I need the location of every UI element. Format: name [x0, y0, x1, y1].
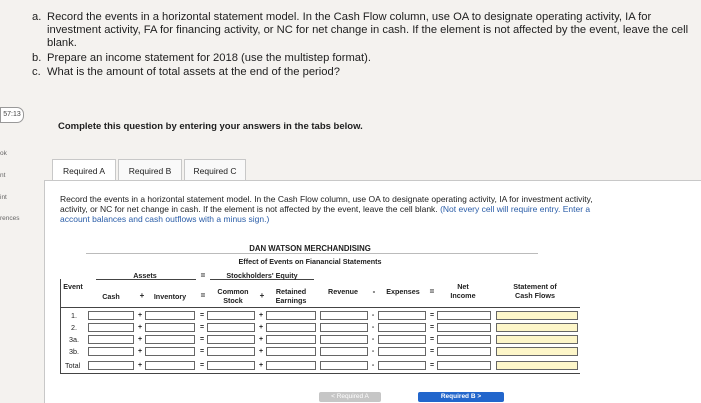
plus-sym: + [258, 312, 264, 319]
table-title: Effect of Events on Fianancial Statements [238, 257, 382, 266]
revenue-cell[interactable] [320, 335, 368, 344]
minus-sym: - [371, 324, 375, 331]
net-income-cell[interactable] [437, 347, 491, 356]
col-inventory: Inventory [153, 292, 187, 301]
tab-required-b[interactable]: Required B [118, 159, 182, 183]
col-cash: Cash [102, 292, 120, 301]
expenses-cell[interactable] [378, 347, 426, 356]
company-name: DAN WATSON MERCHANDISING [249, 244, 371, 253]
row-label: 2. [71, 323, 77, 332]
description-line-1: Record the events in a horizontal statement model. In the Cash Flow column, use OA to designate operating activity, IA for investment activity, [60, 194, 593, 204]
question-a-label: a. [32, 11, 42, 23]
inventory-cell[interactable] [145, 311, 195, 320]
plus-sym: + [137, 324, 143, 331]
row-label: 3b. [69, 347, 79, 356]
common-stock-cell[interactable] [207, 311, 255, 320]
side-link-3[interactable]: int [0, 194, 7, 201]
equals-sym: = [429, 312, 435, 319]
question-c-text: What is the amount of total assets at the end of the period? [47, 66, 340, 78]
net-income-cell[interactable] [437, 335, 491, 344]
col-common-stock-1: Common [217, 287, 249, 296]
retained-earnings-cell[interactable] [266, 311, 316, 320]
equals-op-header: = [200, 271, 206, 280]
table-border-top [60, 307, 580, 308]
total-net-income-cell[interactable] [437, 361, 491, 370]
plus-sym: + [137, 336, 143, 343]
cash-flow-cell[interactable] [496, 335, 578, 344]
retained-earnings-cell[interactable] [266, 323, 316, 332]
common-stock-cell[interactable] [207, 335, 255, 344]
question-a-line-1: Record the events in a horizontal statement model. In the Cash Flow column, use OA to designate operating activity, IA for [47, 11, 652, 23]
row-label: 1. [71, 311, 77, 320]
total-revenue-cell[interactable] [320, 361, 368, 370]
cash-cell[interactable] [88, 347, 134, 356]
tab-required-c[interactable]: Required C [184, 159, 246, 183]
assets-header: Assets [133, 271, 157, 280]
expenses-cell[interactable] [378, 311, 426, 320]
expenses-cell[interactable] [378, 335, 426, 344]
description-line-2-text: activity, or NC for net change in cash. If the element is not affected by the event, leave the cell blank. [60, 204, 438, 214]
col-revenue: Revenue [328, 287, 358, 296]
description-note-2: account balances and cash outflows with a minus sign.) [60, 214, 270, 224]
side-link-2[interactable]: nt [0, 172, 6, 179]
timer-badge: 57:13 [0, 107, 24, 123]
total-cash-cell[interactable] [88, 361, 134, 370]
equals-sym: = [199, 362, 205, 369]
question-c-label: c. [32, 66, 41, 78]
cash-flow-cell[interactable] [496, 311, 578, 320]
net-income-cell[interactable] [437, 323, 491, 332]
cash-cell[interactable] [88, 311, 134, 320]
col-common-stock-2: Stock [223, 296, 243, 305]
question-a-line-2: investment activity, FA for financing activity, or NC for net change in cash. If the element is not affected by the event, leave the cell [47, 24, 689, 36]
plus-op-1: + [139, 291, 145, 300]
header-rule [86, 253, 538, 254]
inventory-cell[interactable] [145, 323, 195, 332]
col-net-income-1: Net [457, 282, 469, 291]
description-line-2 [60, 204, 590, 214]
total-cash-flow-cell[interactable] [496, 361, 578, 370]
question-b-label: b. [32, 52, 42, 64]
inventory-cell[interactable] [145, 347, 195, 356]
question-b-text: Prepare an income statement for 2018 (use the multistep format). [47, 52, 371, 64]
revenue-cell[interactable] [320, 311, 368, 320]
equals-op-1: = [200, 291, 206, 300]
plus-sym: + [258, 348, 264, 355]
net-income-cell[interactable] [437, 311, 491, 320]
common-stock-cell[interactable] [207, 323, 255, 332]
equals-sym: = [429, 324, 435, 331]
tab-required-a[interactable]: Required A [52, 159, 116, 183]
side-link-4[interactable]: rences [0, 215, 20, 222]
table-border-left [60, 279, 61, 374]
equals-sym: = [429, 362, 435, 369]
equals-sym: = [199, 348, 205, 355]
plus-sym: + [137, 348, 143, 355]
revenue-cell[interactable] [320, 347, 368, 356]
cash-flow-cell[interactable] [496, 323, 578, 332]
plus-op-2: + [259, 291, 265, 300]
plus-sym: + [258, 336, 264, 343]
cash-cell[interactable] [88, 323, 134, 332]
prev-required-button[interactable]: < Required A [319, 392, 381, 402]
plus-sym: + [258, 362, 264, 369]
col-cash-flows-2: Cash Flows [515, 291, 555, 300]
total-common-stock-cell[interactable] [207, 361, 255, 370]
cash-flow-cell[interactable] [496, 347, 578, 356]
col-cash-flows-1: Statement of [513, 282, 557, 291]
col-retained-2: Earnings [275, 296, 307, 305]
equals-sym: = [199, 336, 205, 343]
plus-sym: + [258, 324, 264, 331]
retained-earnings-cell[interactable] [266, 347, 316, 356]
total-retained-earnings-cell[interactable] [266, 361, 316, 370]
equals-sym: = [429, 348, 435, 355]
table-border-bottom [60, 373, 580, 374]
plus-sym: + [137, 312, 143, 319]
description-note-1: (Not every cell will require entry. Enter a [440, 204, 591, 214]
instructions-heading: Complete this question by entering your answers in the tabs below. [58, 121, 363, 132]
retained-earnings-cell[interactable] [266, 335, 316, 344]
equity-header: Stockholders' Equity [226, 271, 298, 280]
common-stock-cell[interactable] [207, 347, 255, 356]
revenue-cell[interactable] [320, 323, 368, 332]
total-inventory-cell[interactable] [145, 361, 195, 370]
col-event: Event [63, 282, 83, 291]
col-expenses: Expenses [386, 287, 420, 296]
question-a-line-3: blank. [47, 37, 77, 49]
equals-sym: = [199, 324, 205, 331]
cash-cell[interactable] [88, 335, 134, 344]
inventory-cell[interactable] [145, 335, 195, 344]
minus-sym: - [371, 348, 375, 355]
next-required-button[interactable]: Required B > [418, 392, 504, 402]
minus-sym: - [371, 312, 375, 319]
equals-sym: = [429, 336, 435, 343]
expenses-cell[interactable] [378, 323, 426, 332]
side-link-1[interactable]: ok [0, 150, 7, 157]
equals-op-2: = [429, 287, 435, 296]
col-net-income-2: Income [450, 291, 476, 300]
col-retained-1: Retained [275, 287, 307, 296]
minus-op: - [372, 287, 376, 296]
total-expenses-cell[interactable] [378, 361, 426, 370]
row-label: 3a. [69, 335, 79, 344]
minus-sym: - [371, 336, 375, 343]
equals-sym: = [199, 312, 205, 319]
row-label-total: Total [65, 361, 81, 370]
minus-sym: - [371, 362, 375, 369]
plus-sym: + [137, 362, 143, 369]
